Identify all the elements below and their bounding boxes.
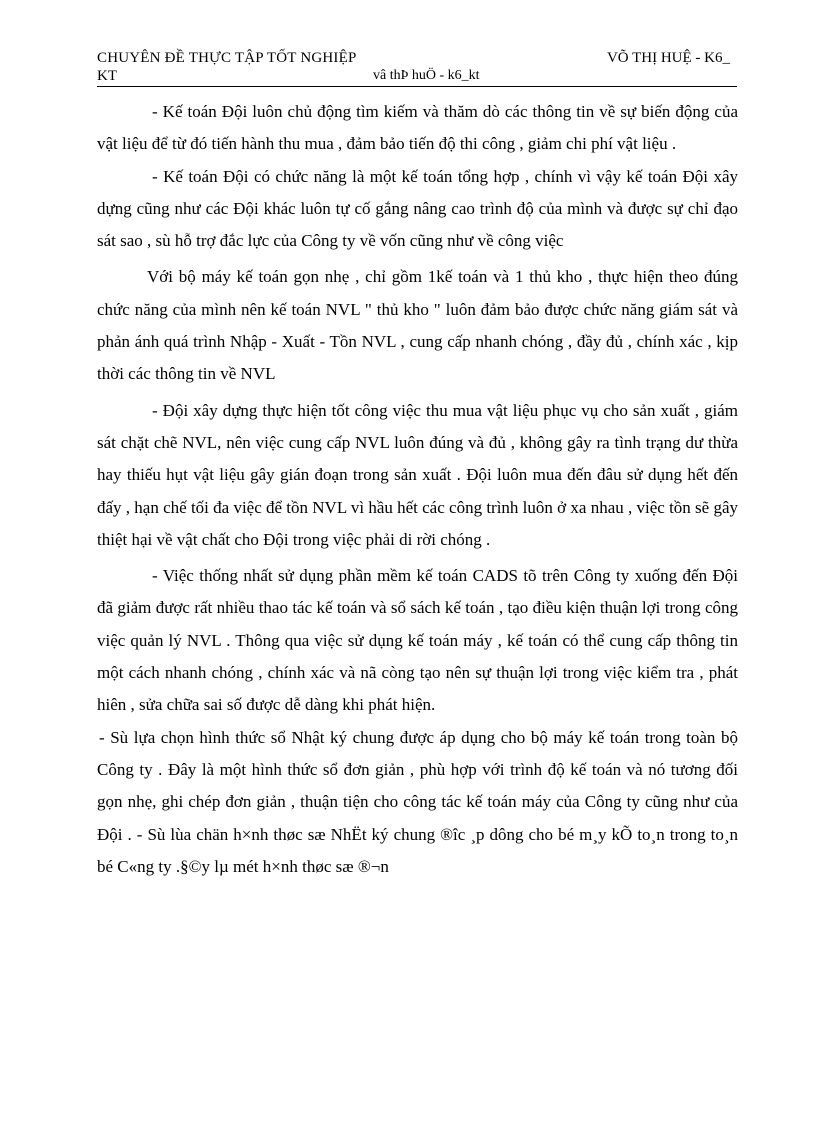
paragraph-3: Với bộ máy kế toán gọn nhẹ , chỉ gồm 1kế toán và 1 thủ kho , thực hiện theo đúng chức năng của mình nên kế toán NVL " thủ kho " luôn đảm bảo được chức năng giám sát và phản ánh quá trình Nhập - Xuất - Tồn NVL , cung cấp nhanh chóng , đầy đủ , chính xác , kịp thời các thông tin về NVL <box>97 267 738 384</box>
paragraph-2: - Kế toán Đội có chức năng là một kế toán tổng hợp , chính vì vậy kế toán Đội xây dựng cũng như các Đội khác luôn tự cố gắng nâng cao trình độ của mình và được sự chỉ đạo sát sao , sù hỗ trợ đắc lực của Công ty về vốn cũng như về công việc <box>97 166 738 251</box>
header-left-title: CHUYÊN ĐỀ THỰC TẬP TỐT NGHIỆP <box>97 50 357 66</box>
paragraph-6: - Sù lựa chọn hình thức sổ Nhật ký chung được áp dụng cho bộ máy kế toán trong toàn bộ Công ty . Đây là một hình thức sổ đơn giản , phù hợp với trình độ kế toán và nó tương đối gọn nhẹ, ghi chép đơn giản , thuận tiện cho công tác kế toán máy của Công ty cũng như của Đội . - Sù lùa chän h×nh thøc sæ NhËt ký chung ®îc ¸p dông cho bé m¸y kÕ to¸n trong to¸n bé C«ng ty .§©y lµ mét h×nh thøc sæ ®¬n <box>97 727 738 876</box>
paragraph-5: - Việc thống nhất sử dụng phần mềm kế toán CADS tõ trên Công ty xuống đến Đội đã giảm được rất nhiều thao tác kế toán và sổ sách kế toán , tạo điều kiện thuận lợi trong công việc quản lý NVL . Thông qua việc sử dụng kế toán máy , kế toán có thể cung cấp thông tin một cách nhanh chóng , chính xác và nã còng tạo nên sự thuận lợi trong việc kiểm tra , phát hiên , sửa chữa sai số được dễ dàng khi phát hiện. <box>97 566 738 715</box>
header-left-continuation: KT <box>97 68 117 84</box>
page-header <box>97 50 730 86</box>
document-body <box>97 96 738 883</box>
paragraph-4: - Đội xây dựng thực hiện tốt công việc thu mua vật liệu phục vụ cho sản xuất , giám sát chặt chẽ NVL, nên việc cung cấp NVL luôn đúng và đủ , không gây ra tình trạng dư thừa hay thiếu hụt vật liệu gây gián đoạn trong sản xuất . Đội luôn mua đến đâu sử dụng hết đến đấy , hạn chế tối đa việc để tồn NVL vì hầu hết các công trình luôn ở xa nhau , việc tồn sẽ gây thiệt hại về vật chất cho Đội trong việc phải di rời chóng . <box>97 400 738 549</box>
header-rule <box>97 86 737 87</box>
header-right-title: VÕ THỊ HUỆ - K6_ <box>606 50 730 66</box>
header-center-text: vâ thÞ huÖ - k6_kt <box>373 68 480 83</box>
paragraph-1: - Kế toán Đội luôn chủ động tìm kiếm và thăm dò các thông tin về sự biến động của vật liệu để từ đó tiến hành thu mua , đảm bảo tiến độ thi công , giảm chi phí vật liệu . <box>97 102 738 154</box>
